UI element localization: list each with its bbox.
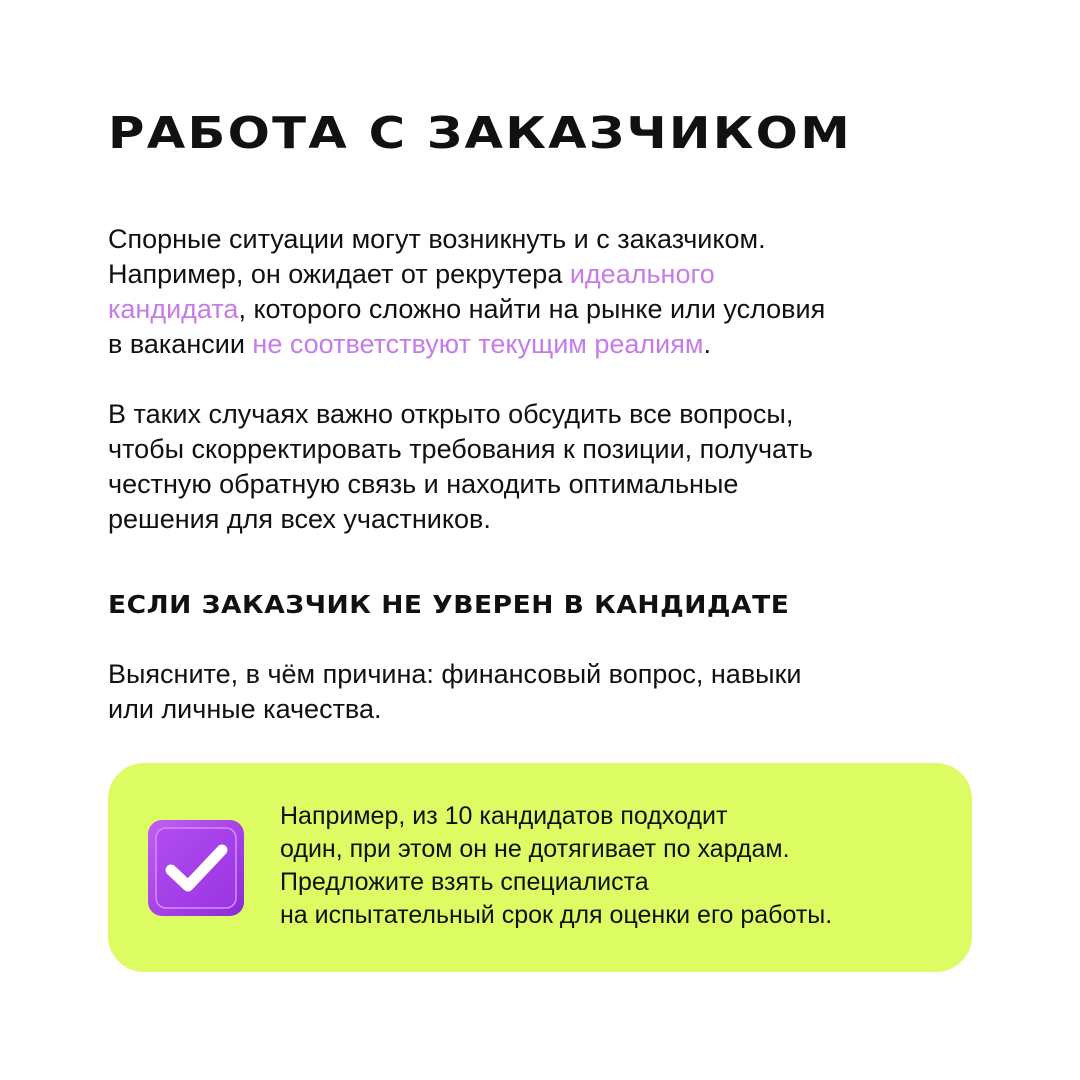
- advice-line: решения для всех участников.: [108, 504, 491, 534]
- example-callout-card: [108, 763, 972, 972]
- advice-line: честную обратную связь и находить оптимальные: [108, 469, 739, 499]
- reason-paragraph: [108, 657, 801, 727]
- intro-line-1: Спорные ситуации могут возникнуть и с заказчиком.: [108, 224, 766, 254]
- intro-line-4-text: в вакансии: [108, 329, 253, 359]
- reason-line: Выясните, в чём причина: финансовый вопрос, навыки: [108, 659, 802, 689]
- intro-line-2-text: Например, он ожидает от рекрутера: [108, 259, 570, 289]
- advice-paragraph: [108, 397, 813, 537]
- intro-line-3-text: , которого сложно найти на рынке или условия: [238, 294, 826, 324]
- advice-line: чтобы скорректировать требования к позиции, получать: [108, 434, 813, 464]
- check-icon: [146, 818, 246, 918]
- intro-line-4-end: .: [703, 329, 711, 359]
- intro-line-4: [108, 327, 825, 362]
- page-title: РАБОТА С ЗАКАЗЧИКОМ: [108, 108, 852, 159]
- highlight-candidate: кандидата: [108, 294, 239, 324]
- section-heading: ЕСЛИ ЗАКАЗЧИК НЕ УВЕРЕН В КАНДИДАТЕ: [108, 590, 790, 619]
- example-text: [280, 800, 832, 932]
- intro-paragraph: [108, 222, 825, 362]
- example-line: Например, из 10 кандидатов подходит: [280, 802, 728, 830]
- intro-line-3: [108, 292, 825, 327]
- example-line: на испытательный срок для оценки его работы.: [280, 901, 833, 929]
- example-line: один, при этом он не дотягивает по хардам.: [280, 835, 790, 863]
- intro-line-2: [108, 257, 825, 292]
- example-line: Предложите взять специалиста: [280, 868, 649, 896]
- reason-line: или личные качества.: [108, 694, 382, 724]
- highlight-mismatch: не соответствуют текущим реалиям: [252, 329, 704, 359]
- highlight-ideal: идеального: [569, 259, 715, 289]
- advice-line: В таких случаях важно открыто обсудить все вопросы,: [108, 399, 794, 429]
